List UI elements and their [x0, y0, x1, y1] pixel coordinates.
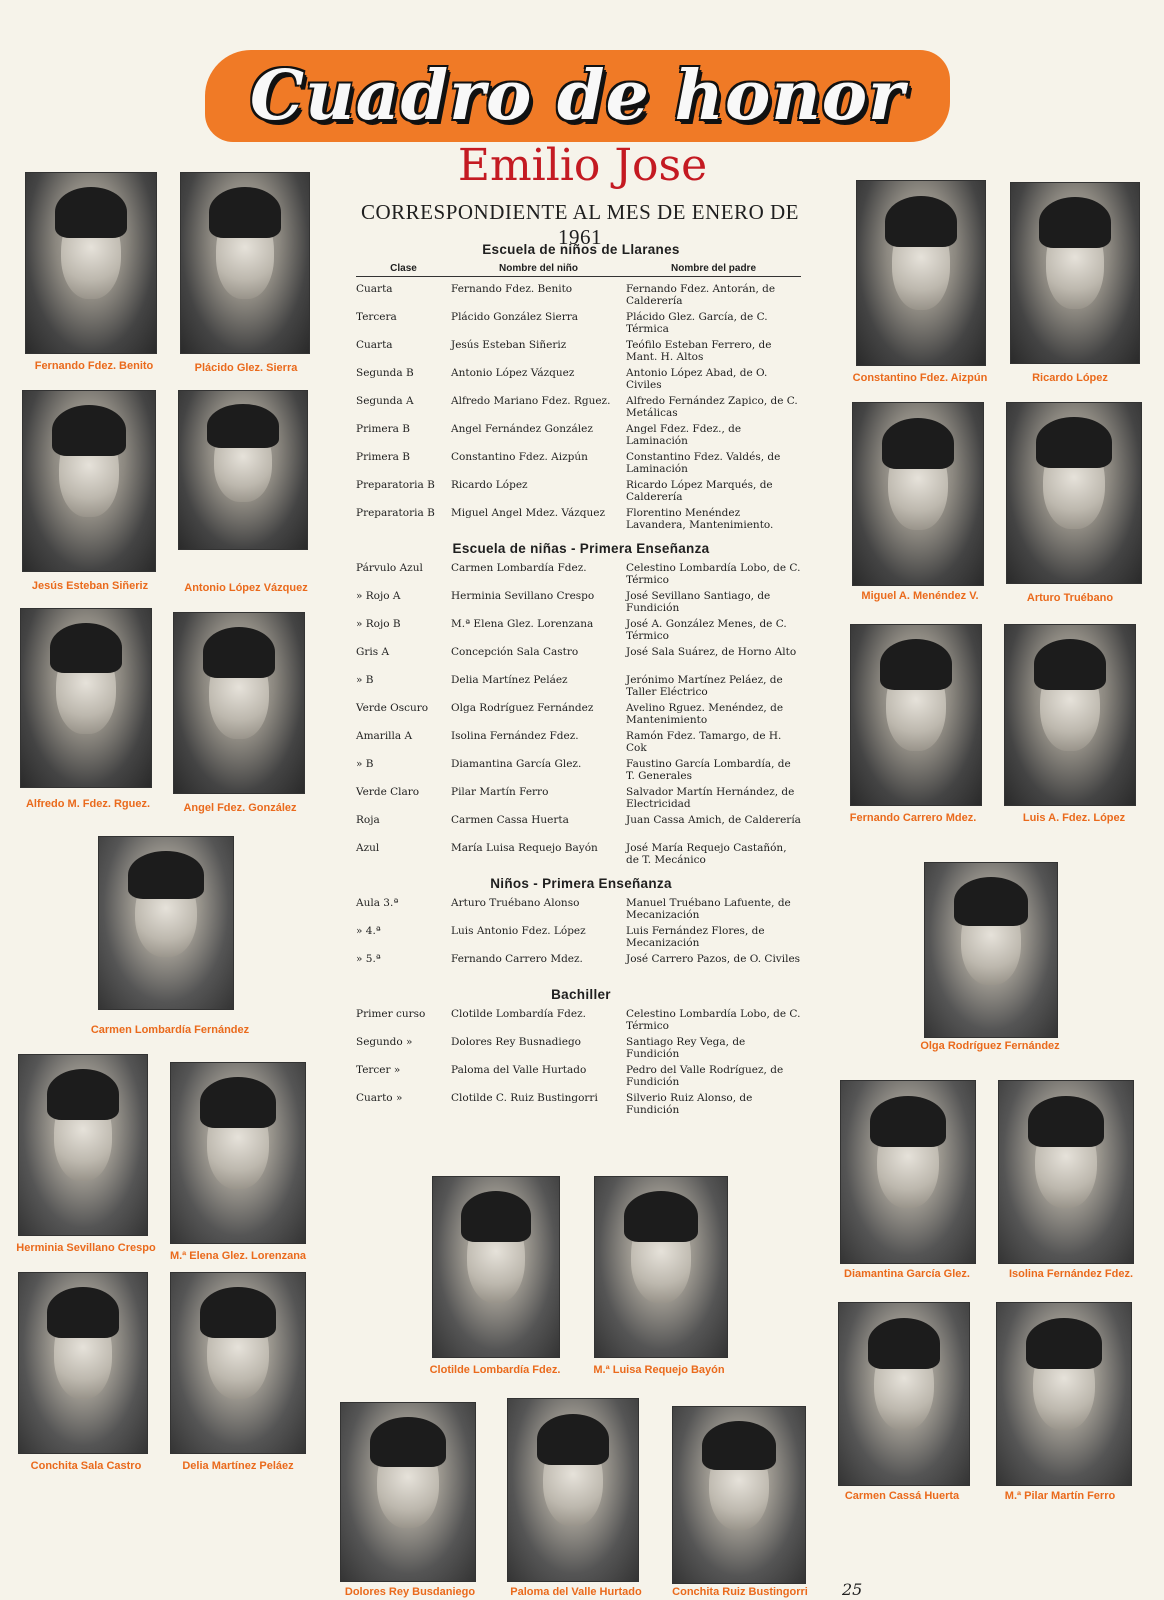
child-name-cell: Luis Antonio Fdez. López	[451, 925, 586, 937]
father-name-cell: José Carrero Pazos, de O. Civiles	[626, 953, 801, 965]
child-name-cell: Clotilde Lombardía Fdez.	[451, 1008, 586, 1020]
portrait-caption: Luis A. Fdez. López	[1022, 812, 1126, 824]
hair-shape	[370, 1417, 445, 1467]
portrait-photo	[507, 1398, 639, 1582]
portrait-photo	[432, 1176, 560, 1358]
class-cell: Preparatoria B	[356, 479, 435, 491]
class-cell: Segunda B	[356, 367, 414, 379]
table-row	[356, 1064, 806, 1092]
class-cell: » 5.ª	[356, 953, 381, 965]
portrait-caption: Fernando Fdez. Benito	[34, 360, 154, 372]
portrait-photo	[173, 612, 305, 794]
child-name-cell: Olga Rodríguez Fernández	[451, 702, 594, 714]
father-name-cell: Celestino Lombardía Lobo, de C. Térmico	[626, 1008, 801, 1032]
child-name-cell: Antonio López Vázquez	[451, 367, 575, 379]
hair-shape	[1039, 197, 1111, 247]
portrait-caption: M.ª Pilar Martín Ferro	[1004, 1490, 1116, 1502]
father-name-cell: José Sala Suárez, de Horno Alto	[626, 646, 797, 658]
class-cell: Tercera	[356, 311, 397, 323]
class-cell: Verde Oscuro	[356, 702, 429, 714]
portrait-caption: Clotilde Lombardía Fdez.	[429, 1364, 561, 1376]
hair-shape	[47, 1069, 119, 1119]
class-cell: » Rojo B	[356, 618, 401, 630]
hair-shape	[868, 1318, 941, 1369]
portrait-photo	[18, 1272, 148, 1454]
portrait-caption: Ricardo López	[1032, 372, 1108, 384]
child-name-cell: Constantino Fdez. Aizpún	[451, 451, 588, 463]
father-name-cell: Fernando Fdez. Antorán, de Calderería	[626, 283, 776, 307]
table-row	[356, 479, 806, 507]
child-name-cell: Concepción Sala Castro	[451, 646, 579, 658]
column-header: Nombre del padre	[626, 263, 801, 277]
hair-shape	[1028, 1096, 1103, 1147]
table-row	[356, 758, 806, 786]
hair-shape	[870, 1096, 945, 1147]
father-name-cell: Juan Cassa Amich, de Calderería	[626, 814, 801, 826]
hair-shape	[55, 187, 128, 237]
hair-shape	[128, 851, 203, 899]
hair-shape	[954, 877, 1028, 926]
hair-shape	[624, 1191, 698, 1241]
class-cell: Párvulo Azul	[356, 562, 423, 574]
child-name-cell: Fernando Fdez. Benito	[451, 283, 573, 295]
portrait-photo	[998, 1080, 1134, 1264]
table-row	[356, 590, 806, 618]
portrait-caption: Antonio López Vázquez	[184, 582, 308, 594]
portrait-caption: M.ª Luisa Requejo Bayón	[593, 1364, 725, 1376]
table-row	[356, 395, 806, 423]
father-name-cell: José A. González Menes, de C. Térmico	[626, 618, 787, 642]
portrait-caption: Alfredo M. Fdez. Rguez.	[25, 798, 151, 810]
hair-shape	[461, 1191, 532, 1241]
table-row	[356, 842, 806, 870]
child-name-cell: Isolina Fernández Fdez.	[451, 730, 579, 742]
father-name-cell: Angel Fdez. Fdez., de Laminación	[626, 423, 742, 447]
portrait-caption: Constantino Fdez. Aizpún	[852, 372, 988, 384]
hair-shape	[200, 1077, 275, 1127]
section-title: Escuela de niñas - Primera Enseñanza	[452, 541, 710, 556]
portrait-photo	[170, 1062, 306, 1244]
portrait-photo	[98, 836, 234, 1010]
hair-shape	[207, 404, 279, 448]
class-cell: » 4.ª	[356, 925, 381, 937]
section-title: Escuela de niños de Llaranes	[482, 242, 680, 257]
column-header: Clase	[356, 263, 451, 277]
child-name-cell: Diamantina García Glez.	[451, 758, 582, 770]
class-cell: » B	[356, 674, 374, 686]
portrait-photo	[1010, 182, 1140, 364]
class-cell: Cuarta	[356, 283, 393, 295]
portrait-caption: M.ª Elena Glez. Lorenzana	[169, 1250, 307, 1262]
child-name-cell: Paloma del Valle Hurtado	[451, 1064, 587, 1076]
portrait-caption: Conchita Sala Castro	[30, 1460, 142, 1472]
portrait-caption: Carmen Cassá Huerta	[844, 1490, 960, 1502]
child-name-cell: Fernando Carrero Mdez.	[451, 953, 583, 965]
table-row	[356, 646, 806, 674]
portrait-caption: Paloma del Valle Hurtado	[510, 1586, 642, 1598]
father-name-cell: Plácido Glez. García, de C. Térmica	[626, 311, 768, 335]
class-cell: Cuarta	[356, 339, 393, 351]
hair-shape	[1026, 1318, 1101, 1369]
father-name-cell: Pedro del Valle Rodríguez, de Fundición	[626, 1064, 784, 1088]
child-name-cell: Carmen Cassa Huerta	[451, 814, 569, 826]
portrait-caption: Fernando Carrero Mdez.	[849, 812, 977, 824]
hair-shape	[882, 418, 955, 469]
table-row	[356, 1008, 806, 1036]
hair-shape	[702, 1421, 776, 1470]
father-name-cell: Jerónimo Martínez Peláez, de Taller Eléctrico	[626, 674, 783, 698]
father-name-cell: Alfredo Fernández Zapico, de C. Metálicas	[626, 395, 798, 419]
page-number: 25	[842, 1580, 863, 1599]
hair-shape	[47, 1287, 119, 1337]
father-name-cell: Celestino Lombardía Lobo, de C. Térmico	[626, 562, 801, 586]
father-name-cell: Santiago Rey Vega, de Fundición	[626, 1036, 746, 1060]
page-subtitle: Emilio Jose	[457, 140, 708, 191]
table-row	[356, 451, 806, 479]
child-name-cell: Dolores Rey Busnadiego	[451, 1036, 581, 1048]
portrait-caption: Delia Martínez Peláez	[182, 1460, 294, 1472]
table-row	[356, 562, 806, 590]
class-cell: Aula 3.ª	[356, 897, 399, 909]
hair-shape	[209, 187, 281, 237]
table-row	[356, 507, 806, 535]
portrait-caption: Arturo Truébano	[1026, 592, 1114, 604]
portrait-photo	[178, 390, 308, 550]
table-row	[356, 674, 806, 702]
portrait-photo	[850, 624, 982, 806]
table-row	[356, 367, 806, 395]
portrait-photo	[594, 1176, 728, 1358]
father-name-cell: Faustino García Lombardía, de T. Generales	[626, 758, 791, 782]
table-row	[356, 814, 806, 842]
portrait-photo	[1006, 402, 1142, 584]
father-name-cell: Florentino Menéndez Lavandera, Mantenimiento.	[626, 507, 774, 531]
column-header: Nombre del niño	[451, 263, 626, 277]
father-name-cell: José Sevillano Santiago, de Fundición	[626, 590, 771, 614]
section-title: Niños - Primera Enseñanza	[490, 876, 672, 891]
father-name-cell: José María Requejo Castañón, de T. Mecánico	[626, 842, 787, 866]
portrait-caption: Miguel A. Menéndez V.	[861, 590, 979, 602]
portrait-photo	[852, 402, 984, 586]
portrait-photo	[340, 1402, 476, 1582]
table-row	[356, 702, 806, 730]
portrait-caption: Angel Fdez. González	[183, 802, 297, 814]
class-cell: Segunda A	[356, 395, 414, 407]
portrait-photo	[20, 608, 152, 788]
column-headers	[356, 263, 806, 277]
child-name-cell: Ricardo López	[451, 479, 528, 491]
father-name-cell: Luis Fernández Flores, de Mecanización	[626, 925, 765, 949]
hair-shape	[880, 639, 953, 689]
father-name-cell: Avelino Rguez. Menéndez, de Mantenimiento	[626, 702, 784, 726]
portrait-photo	[22, 390, 156, 572]
table-row	[356, 283, 806, 311]
portrait-photo	[838, 1302, 970, 1486]
child-name-cell: Arturo Truébano Alonso	[451, 897, 580, 909]
class-cell: Preparatoria B	[356, 507, 435, 519]
class-cell: Azul	[356, 842, 380, 854]
class-cell: Primer curso	[356, 1008, 426, 1020]
father-name-cell: Teófilo Esteban Ferrero, de Mant. H. Altos	[626, 339, 772, 363]
portrait-caption: Carmen Lombardía Fernández	[90, 1024, 250, 1036]
portrait-caption: Diamantina García Glez.	[844, 1268, 970, 1280]
table-row	[356, 423, 806, 451]
child-name-cell: Jesús Esteban Siñeriz	[451, 339, 567, 351]
portrait-caption: Plácido Glez. Sierra	[194, 362, 298, 374]
portrait-caption: Isolina Fernández Fdez.	[1008, 1268, 1134, 1280]
child-name-cell: Clotilde C. Ruiz Bustingorri	[451, 1092, 598, 1104]
class-cell: Verde Claro	[356, 786, 420, 798]
table-row	[356, 730, 806, 758]
child-name-cell: Herminia Sevillano Crespo	[451, 590, 595, 602]
hair-shape	[1036, 417, 1111, 467]
hair-shape	[885, 196, 957, 248]
portrait-photo	[672, 1406, 806, 1584]
portrait-photo	[840, 1080, 976, 1264]
portrait-caption: Dolores Rey Busdaniego	[344, 1586, 476, 1598]
portrait-photo	[1004, 624, 1136, 806]
table-row	[356, 925, 806, 953]
class-cell: » Rojo A	[356, 590, 401, 602]
hair-shape	[1034, 639, 1107, 689]
table-row	[356, 1036, 806, 1064]
father-name-cell: Ramón Fdez. Tamargo, de H. Cok	[626, 730, 782, 754]
class-cell: Amarilla A	[356, 730, 413, 742]
class-cell: Primera B	[356, 423, 410, 435]
table-row	[356, 897, 806, 925]
portrait-caption: Jesús Esteban Siñeriz	[31, 580, 149, 592]
date-line: CORRESPONDIENTE AL MES DE ENERO DE 1961	[361, 200, 799, 249]
page-title: Cuadro de honor	[205, 50, 950, 142]
portrait-photo	[25, 172, 157, 354]
child-name-cell: Plácido González Sierra	[451, 311, 579, 323]
child-name-cell: M.ª Elena Glez. Lorenzana	[451, 618, 594, 630]
hair-shape	[203, 627, 276, 677]
portrait-photo	[924, 862, 1058, 1038]
class-cell: Roja	[356, 814, 380, 826]
portrait-photo	[996, 1302, 1132, 1486]
class-cell: » B	[356, 758, 374, 770]
table-row	[356, 311, 806, 339]
portrait-caption: Olga Rodríguez Fernández	[920, 1040, 1060, 1052]
child-name-cell: María Luisa Requejo Bayón	[451, 842, 598, 854]
sections-container	[356, 242, 806, 1120]
class-cell: Primera B	[356, 451, 410, 463]
father-name-cell: Ricardo López Marqués, de Calderería	[626, 479, 773, 503]
portrait-photo	[180, 172, 310, 354]
child-name-cell: Miguel Angel Mdez. Vázquez	[451, 507, 606, 519]
portrait-photo	[170, 1272, 306, 1454]
father-name-cell: Manuel Truébano Lafuente, de Mecanización	[626, 897, 791, 921]
table-row	[356, 1092, 806, 1120]
father-name-cell: Constantino Fdez. Valdés, de Laminación	[626, 451, 781, 475]
class-cell: Gris A	[356, 646, 390, 658]
child-name-cell: Angel Fernández González	[451, 423, 593, 435]
honor-table	[356, 236, 806, 1120]
child-name-cell: Pilar Martín Ferro	[451, 786, 549, 798]
child-name-cell: Carmen Lombardía Fdez.	[451, 562, 587, 574]
class-cell: Cuarto »	[356, 1092, 403, 1104]
father-name-cell: Salvador Martín Hernández, de Electricidad	[626, 786, 795, 810]
class-cell: Segundo »	[356, 1036, 413, 1048]
table-row	[356, 339, 806, 367]
table-row	[356, 786, 806, 814]
father-name-cell: Antonio López Abad, de O. Civiles	[626, 367, 768, 391]
hair-shape	[200, 1287, 275, 1337]
child-name-cell: Alfredo Mariano Fdez. Rguez.	[451, 395, 611, 407]
section-title: Bachiller	[551, 987, 611, 1002]
class-cell: Tercer »	[356, 1064, 401, 1076]
hair-shape	[52, 405, 126, 455]
hair-shape	[537, 1414, 610, 1465]
child-name-cell: Delia Martínez Peláez	[451, 674, 568, 686]
table-row	[356, 618, 806, 646]
portrait-caption: Conchita Ruiz Bustingorri	[672, 1586, 808, 1598]
father-name-cell: Silverio Ruiz Alonso, de Fundición	[626, 1092, 753, 1116]
portrait-photo	[18, 1054, 148, 1236]
portrait-photo	[856, 180, 986, 366]
hair-shape	[50, 623, 123, 673]
portrait-caption: Herminia Sevillano Crespo	[16, 1242, 156, 1254]
table-row	[356, 953, 806, 981]
